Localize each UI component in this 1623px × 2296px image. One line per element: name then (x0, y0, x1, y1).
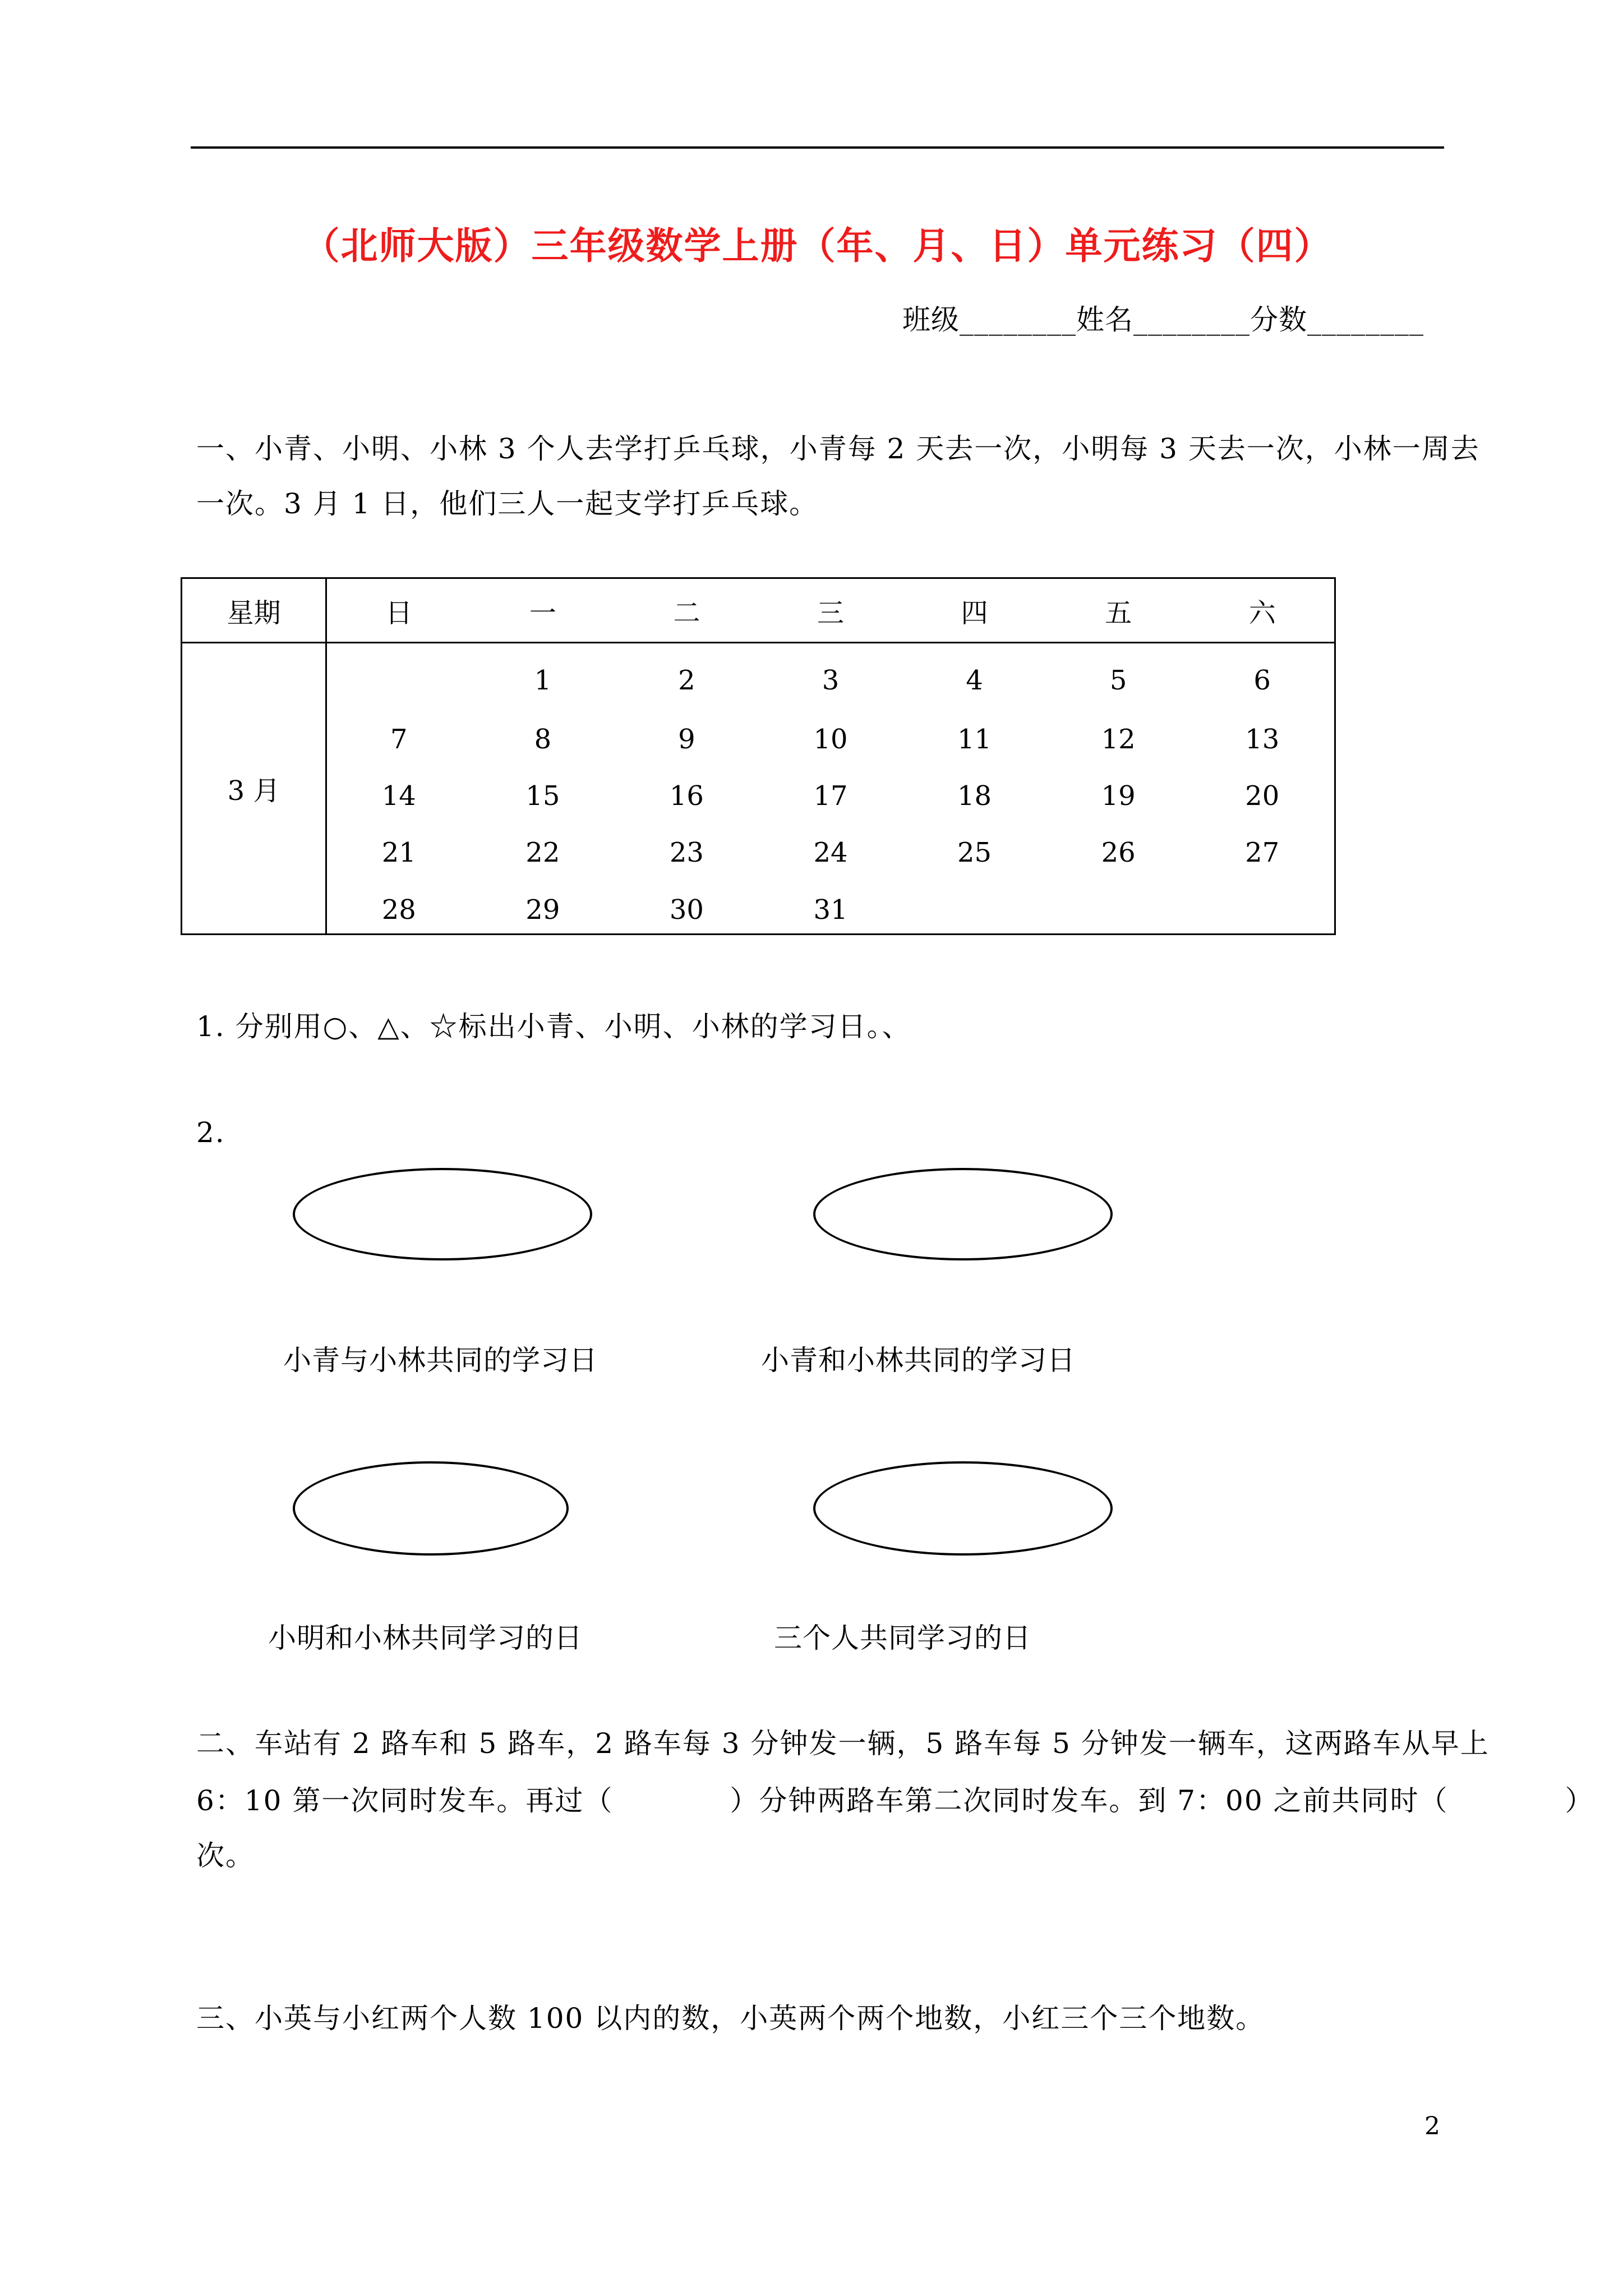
student-info-line: 班级________姓名________分数________ (902, 303, 1424, 336)
weekday-thu: 四 (961, 597, 988, 629)
q1-line1: 一、小青、小明、小林 3 个人去学打乒乓球，小青每 2 天去一次，小明每 3 天去一次，小林一周去 (196, 432, 1480, 465)
day-grid (327, 643, 1334, 933)
weekday-header-cells (326, 578, 1335, 643)
answer-oval-1[interactable] (293, 1168, 592, 1260)
q1-line2: 一次。3 月 1 日，他们三人一起支学打乒乓球。 (196, 487, 819, 520)
calendar-day: 2 (678, 665, 695, 696)
calendar-day: 31 (813, 894, 848, 926)
month-label: 3 月 (182, 643, 326, 935)
calendar-body-row (182, 643, 1335, 935)
calendar-day: 22 (525, 837, 560, 868)
calendar-day: 10 (813, 724, 848, 755)
header-rule (191, 146, 1444, 149)
calendar-day: 8 (534, 724, 552, 755)
weekday-tue: 二 (673, 597, 700, 629)
calendar-day: 30 (669, 894, 704, 926)
calendar-day: 4 (966, 665, 983, 696)
calendar-day: 12 (1101, 724, 1136, 755)
march-calendar-table (181, 577, 1336, 935)
q2-line2: 6：10 第一次同时发车。再过（ ）分钟两路车第二次同时发车。到 7：00 之前共同时（ ） (196, 1784, 1594, 1817)
answer-oval-4[interactable] (813, 1461, 1113, 1556)
oval-caption-1: 小青与小林共同的学习日 (283, 1344, 598, 1377)
weekday-sat: 六 (1248, 597, 1276, 629)
calendar-day: 27 (1245, 837, 1280, 868)
calendar-day: 3 (822, 665, 840, 696)
calendar-day: 16 (669, 780, 704, 812)
q2-line3: 次。 (196, 1839, 255, 1872)
calendar-days (326, 643, 1335, 935)
calendar-day: 29 (525, 894, 560, 926)
calendar-day: 7 (390, 724, 408, 755)
calendar-day: 5 (1109, 665, 1127, 696)
calendar-day: 23 (669, 837, 704, 868)
calendar-day: 25 (957, 837, 992, 868)
page-title: （北师大版）三年级数学上册（年、月、日）单元练习（四） (302, 224, 1332, 268)
weekday-header-label: 星期 (182, 578, 326, 643)
calendar-day: 24 (813, 837, 848, 868)
weekday-mon: 一 (529, 597, 556, 629)
q3-line1: 三、小英与小红两个人数 100 以内的数，小英两个两个地数，小红三个三个地数。 (196, 2002, 1265, 2035)
calendar-header-row (182, 578, 1335, 643)
weekday-sun: 日 (385, 597, 413, 629)
calendar-day: 21 (381, 837, 416, 868)
page-number: 2 (1424, 2112, 1440, 2141)
calendar-day: 13 (1245, 724, 1280, 755)
answer-oval-3[interactable] (293, 1461, 569, 1556)
calendar-day: 11 (957, 724, 992, 755)
weekday-wed: 三 (817, 597, 845, 629)
sub-question-1: 1. 分别用○、△、☆标出小青、小明、小林的学习日。、 (196, 1010, 911, 1043)
calendar-day: 18 (957, 780, 992, 812)
oval-caption-2: 小青和小林共同的学习日 (761, 1344, 1076, 1377)
calendar-day: 17 (813, 780, 848, 812)
calendar-day: 20 (1245, 780, 1280, 812)
sub-question-2-label: 2. (196, 1116, 225, 1149)
calendar-day: 26 (1101, 837, 1136, 868)
calendar-day: 19 (1101, 780, 1136, 812)
calendar-day: 15 (525, 780, 560, 812)
oval-caption-4: 三个人共同学习的日 (774, 1622, 1031, 1654)
q2-line1: 二、车站有 2 路车和 5 路车，2 路车每 3 分钟发一辆，5 路车每 5 分钟发一辆车，这两路车从早上 (196, 1727, 1490, 1760)
calendar-day: 28 (381, 894, 416, 926)
calendar-day: 6 (1253, 665, 1271, 696)
weekday-fri: 五 (1105, 597, 1132, 629)
calendar-day: 9 (678, 724, 695, 755)
oval-caption-3: 小明和小林共同学习的日 (268, 1622, 583, 1654)
calendar-day: 14 (381, 780, 416, 812)
answer-oval-2[interactable] (813, 1168, 1113, 1260)
calendar-day: 1 (534, 665, 552, 696)
